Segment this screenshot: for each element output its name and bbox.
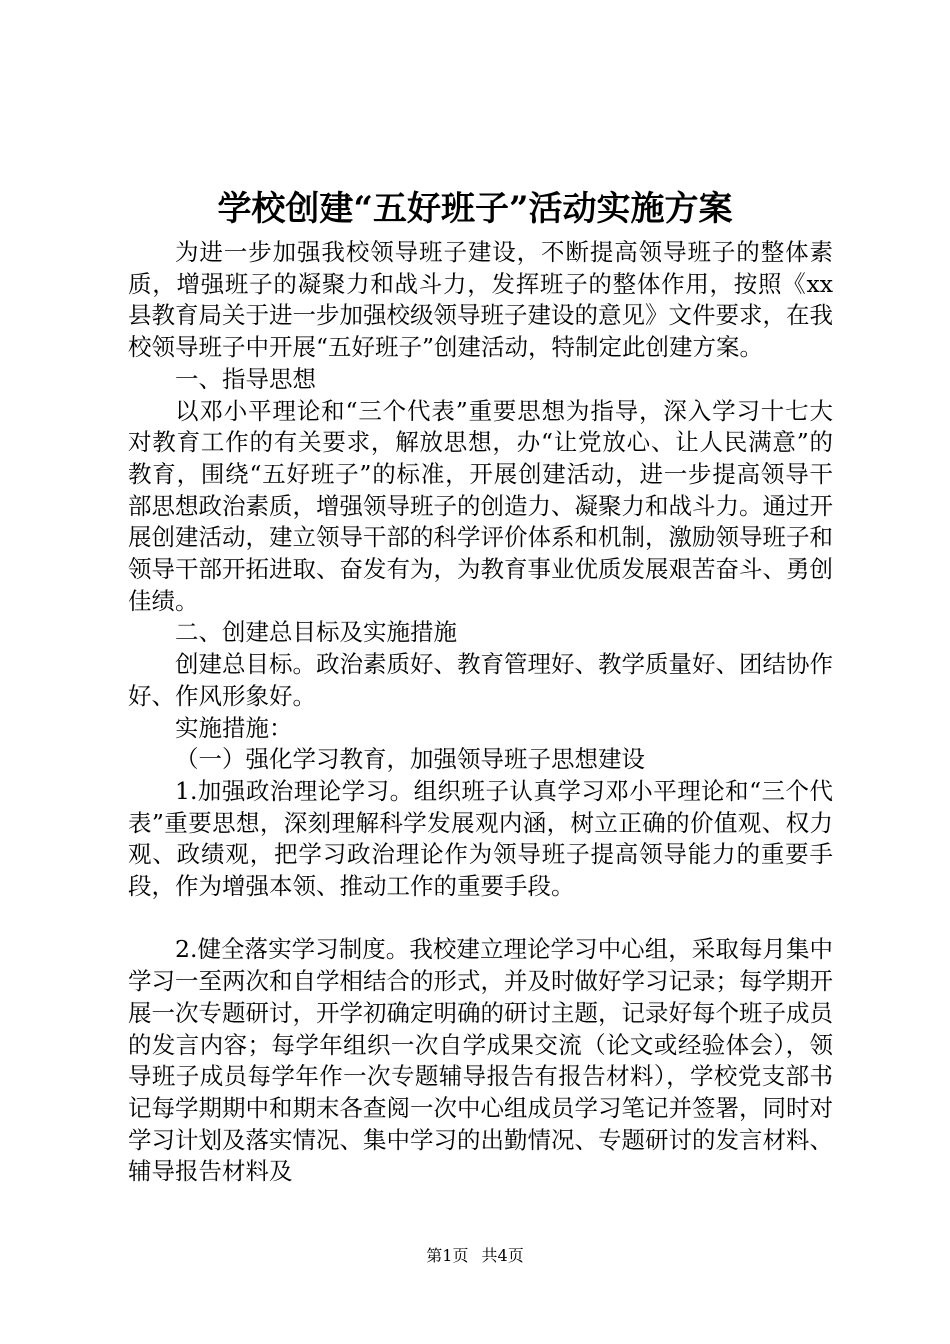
- goals-paragraph: 创建总目标。政治素质好、教育管理好、教学质量好、团结协作好、作风形象好。: [128, 650, 833, 710]
- measures-label: 实施措施：: [175, 713, 293, 742]
- guiding-thought-paragraph: 以邓小平理论和“三个代表”重要思想为指导，深入学习十七大对教育工作的有关要求，解放思想，办“让党放心、让人民满意”的教育，围绕“五好班子”的标准，开展创建活动，进一步提高领导干部思想政治素质，增强领导班子的创造力、凝聚力和战斗力。通过开展创建活动，建立领导干部的科学评价体系和机制，激励领导班子和领导干部开拓进取、奋发有为，为教育事业优质发展艰苦奋斗、勇创佳绩。: [128, 396, 833, 615]
- page-total: 共4页: [481, 1246, 524, 1265]
- section-heading-guiding-thought: 一、指导思想: [175, 364, 316, 393]
- item-1-paragraph: 1.加强政治理论学习。组织班子认真学习邓小平理论和“三个代表”重要思想，深刻理解科学发展观内涵，树立正确的价值观、权力观、政绩观，把学习政治理论作为领导班子提高领导能力的重要手段，作为增强本领、推动工作的重要手段。: [128, 776, 833, 901]
- section-heading-goals-measures: 二、创建总目标及实施措施: [175, 618, 457, 647]
- item-2-paragraph: 2.健全落实学习制度。我校建立理论学习中心组，采取每月集中学习一至两次和自学相结合的形式，并及时做好学习记录；每学期开展一次专题研讨，开学初确定明确的研讨主题，记录好每个班子成员的发言内容；每学年组织一次自学成果交流（论文或经验体会），领导班子成员每学年作一次专题辅导报告有报告材料），学校党支部书记每学期期中和期末各查阅一次中心组成员学习笔记并签署，同时对学习计划及落实情况、集中学习的出勤情况、专题研讨的发言材料、辅导报告材料及: [128, 935, 833, 1186]
- page-footer: [0, 1244, 950, 1268]
- document-title: 学校创建“五好班子”活动实施方案: [217, 189, 733, 229]
- document-body: [128, 237, 833, 1188]
- page-number: 第1页: [426, 1246, 469, 1265]
- intro-paragraph: 为进一步加强我校领导班子建设，不断提高领导班子的整体素质，增强班子的凝聚力和战斗力，发挥班子的整体作用，按照《xx县教育局关于进一步加强校级领导班子建设的意见》文件要求，在我校领导班子中开展“五好班子”创建活动，特制定此创建方案。: [128, 238, 833, 362]
- subsection-heading-study: （一）强化学习教育，加强领导班子思想建设: [175, 745, 645, 774]
